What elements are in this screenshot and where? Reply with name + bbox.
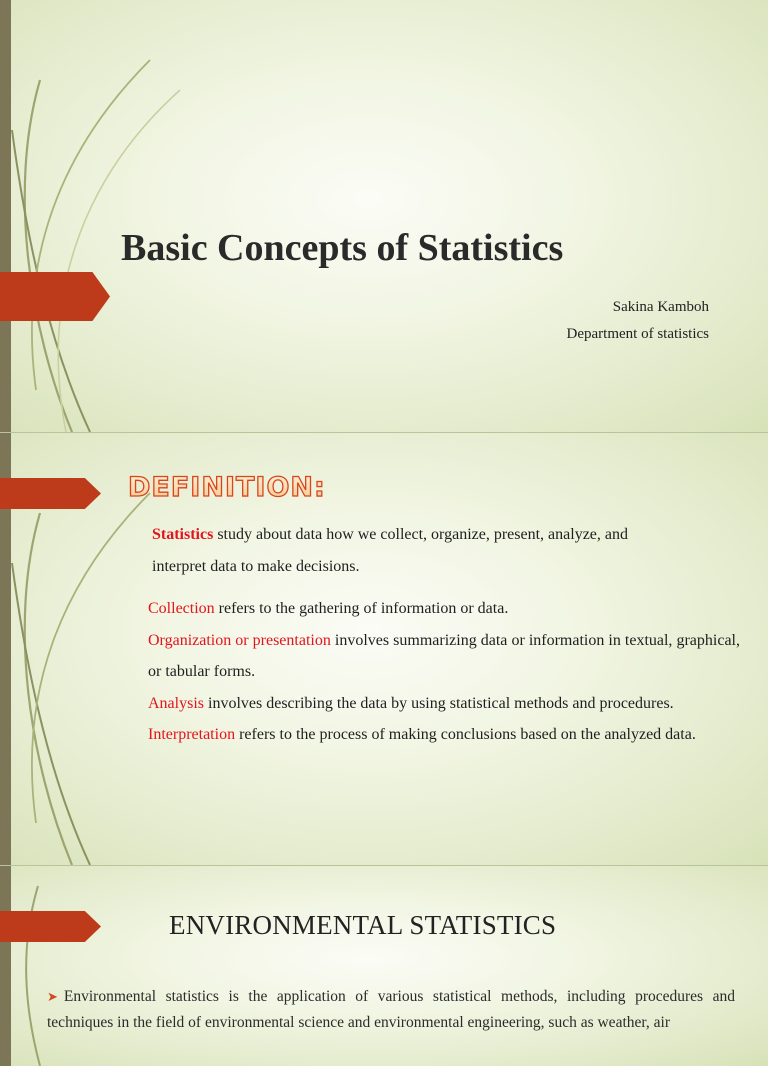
arrow-bullet-icon: ➤ — [47, 989, 58, 1004]
definition-line-1: study about data how we collect, organize, present, analyze, and — [213, 526, 628, 543]
list-item-organization — [148, 625, 740, 688]
section-tab-marker — [0, 478, 101, 509]
term-analysis: Analysis — [148, 694, 204, 712]
left-accent-bar — [0, 866, 11, 1066]
decorative-curves — [0, 0, 160, 432]
bullet-text: Environmental statistics is the application of various statistical methods, including procedures and techniques in the field of environmental science and environmental engineering, such as weather, air — [47, 988, 735, 1031]
term-organization: Organization or presentation — [148, 631, 331, 649]
definition-paragraph — [152, 519, 742, 583]
definition-line-2: interpret data to make decisions. — [152, 558, 360, 575]
description-analysis: involves describing the data by using statistical methods and procedures. — [204, 694, 674, 712]
definition-slide — [0, 433, 768, 865]
bullet-item — [47, 984, 735, 1036]
term-interpretation: Interpretation — [148, 726, 236, 743]
environmental-slide — [0, 866, 768, 1066]
list-item-interpretation — [148, 719, 740, 751]
section-tab-marker — [0, 911, 101, 942]
definition-list — [148, 593, 740, 751]
definition-heading — [126, 469, 326, 503]
list-item-analysis — [148, 688, 740, 720]
title-tab-marker — [0, 272, 110, 321]
author-name: Sakina Kamboh — [612, 299, 709, 315]
decorative-curves — [0, 866, 160, 1066]
description-collection: refers to the gathering of information or data. — [214, 600, 509, 617]
list-item-collection — [148, 593, 740, 625]
left-accent-bar — [0, 0, 11, 432]
description-interpretation: refers to the process of making conclusions based on the analyzed data. — [235, 726, 696, 743]
department-name: Department of statistics — [566, 326, 709, 342]
term-statistics: Statistics — [152, 526, 214, 543]
term-collection: Collection — [148, 600, 215, 617]
svg-text:DEFINITION:: DEFINITION: — [128, 472, 326, 503]
description-organization: involves summarizing data or information in textual, graphical, or tabular forms. — [148, 631, 741, 680]
presentation-title: Basic Concepts of Statistics — [121, 227, 564, 269]
title-slide — [0, 0, 768, 432]
environmental-title: ENVIRONMENTAL STATISTICS — [169, 910, 557, 940]
